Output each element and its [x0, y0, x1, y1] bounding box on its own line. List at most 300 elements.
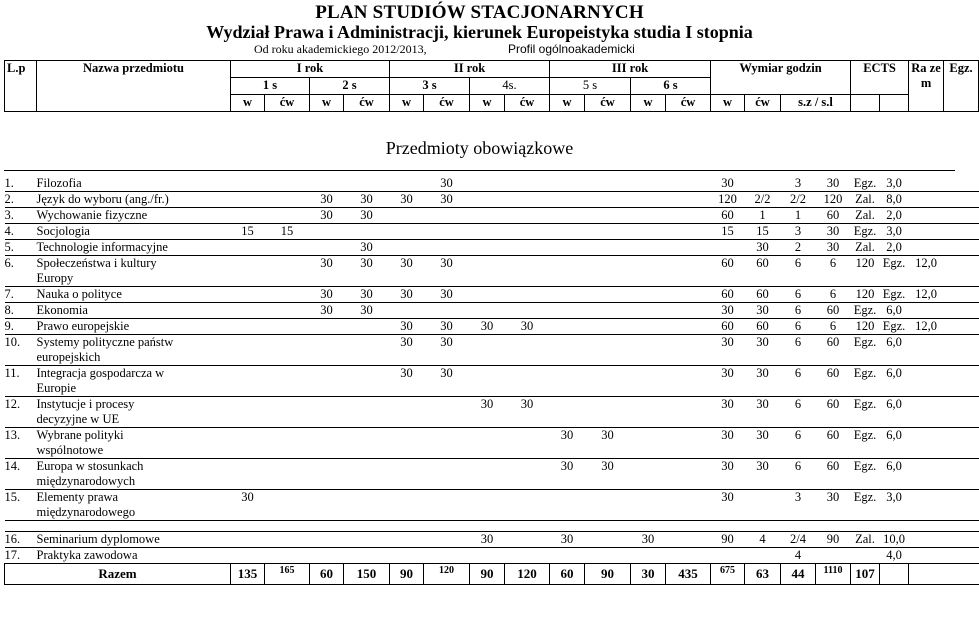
value-cell [550, 192, 585, 208]
value-cell: 30 [520, 319, 534, 333]
value-cell [745, 548, 781, 564]
value-cell [310, 459, 344, 490]
value-cell: Egz. [853, 459, 877, 473]
value-cell: Zal. [855, 192, 875, 206]
table-row [5, 459, 979, 490]
value-cell [550, 548, 585, 564]
value-cell: 60 [756, 256, 769, 270]
value-cell [505, 428, 550, 459]
total-value: 435 [666, 564, 711, 585]
table-row [5, 240, 979, 256]
value-cell [909, 176, 944, 192]
value-cell: 30 [320, 287, 333, 301]
row-number: 14. [4, 459, 21, 473]
value-cell: Egz. [853, 335, 877, 349]
value-cell [470, 459, 505, 490]
value-cell [666, 366, 711, 397]
value-cell [470, 303, 505, 319]
subject-name [37, 240, 231, 256]
value-cell [231, 319, 265, 335]
value-cell [505, 335, 550, 366]
value-cell [390, 397, 424, 428]
wcw-cell: ćw [745, 95, 781, 112]
value-cell [424, 224, 470, 240]
value-cell: 15 [241, 224, 254, 238]
value-cell: 6,0 [886, 397, 902, 411]
value-cell [666, 192, 711, 208]
value-cell [944, 459, 979, 490]
value-cell [944, 548, 979, 564]
wcw-cell: w [310, 95, 344, 112]
value-cell [631, 319, 666, 335]
value-cell [265, 397, 310, 428]
value-cell [909, 335, 944, 366]
value-cell [631, 397, 666, 428]
value-cell: Egz. [853, 397, 877, 411]
value-cell [390, 224, 424, 240]
value-cell: 30 [360, 287, 373, 301]
value-cell [585, 335, 631, 366]
row-number: 5. [4, 240, 14, 254]
wcw-cell: ćw [505, 95, 550, 112]
value-cell [505, 490, 550, 521]
value-cell [265, 490, 310, 521]
value-cell [666, 548, 711, 564]
value-cell [631, 366, 666, 397]
subject-name-line: Instytucje i procesy [36, 397, 135, 411]
value-cell: 6 [829, 256, 837, 270]
value-cell: 6 [794, 459, 802, 473]
table-row [5, 490, 979, 521]
value-cell: 60 [826, 459, 840, 473]
value-cell: 30 [320, 208, 333, 222]
value-cell [470, 224, 505, 240]
subject-name [37, 224, 231, 240]
row-number: 17. [4, 548, 21, 562]
subject-name [37, 490, 231, 521]
value-cell [390, 208, 424, 224]
value-cell [631, 256, 666, 287]
subjects-table [4, 176, 979, 585]
value-cell: Egz. [853, 490, 877, 504]
value-cell [265, 548, 310, 564]
page-subtitle: Wydział Prawa i Administracji, kierunek Europeistyka studia I stopnia [206, 22, 753, 42]
value-cell [550, 240, 585, 256]
value-cell [310, 366, 344, 397]
value-cell [344, 319, 390, 335]
value-cell [505, 192, 550, 208]
value-cell: 60 [721, 319, 734, 333]
value-cell: 30 [721, 366, 734, 380]
subject-name-line: Prawo europejskie [36, 319, 130, 333]
subject-name-line: decyzyjne w UE [36, 412, 120, 426]
subject-name [37, 366, 231, 397]
value-cell: 30 [601, 428, 614, 442]
row-number: 2. [4, 192, 14, 206]
value-cell [585, 303, 631, 319]
subject-name-line: Europie [36, 381, 77, 395]
value-cell [470, 176, 505, 192]
value-cell [390, 490, 424, 521]
sem-2: 2 s [310, 78, 390, 95]
subject-name [37, 303, 231, 319]
value-cell [550, 176, 585, 192]
value-cell: 6 [829, 287, 837, 301]
value-cell [310, 397, 344, 428]
row-number: 10. [4, 335, 21, 349]
value-cell: 60 [756, 319, 769, 333]
value-cell: Zal. [855, 240, 875, 254]
value-cell: 30 [756, 303, 769, 317]
sem-6: 6 s [631, 78, 711, 95]
value-cell [944, 287, 979, 303]
col-year3: III rok [550, 61, 711, 78]
value-cell: Egz. [882, 256, 906, 270]
value-cell [344, 459, 390, 490]
value-cell: 30 [756, 428, 769, 442]
total-filler [880, 564, 909, 585]
subject-name [37, 208, 231, 224]
value-cell: 60 [826, 366, 840, 380]
value-cell: 6 [794, 287, 802, 301]
value-cell: 30 [360, 256, 373, 270]
value-cell [470, 366, 505, 397]
value-cell [909, 428, 944, 459]
value-cell [424, 428, 470, 459]
value-cell: 6 [794, 428, 802, 442]
total-value: 44 [781, 564, 816, 585]
value-cell [909, 490, 944, 521]
table-row [5, 303, 979, 319]
value-cell [631, 428, 666, 459]
value-cell: 30 [360, 208, 373, 222]
value-cell [550, 397, 585, 428]
page-title: PLAN STUDIÓW STACJONARNYCH [315, 2, 644, 23]
total-value: 120 [424, 564, 470, 585]
wcw-cell: ćw [666, 95, 711, 112]
value-cell [505, 256, 550, 287]
value-cell [666, 240, 711, 256]
value-cell [231, 335, 265, 366]
value-cell [231, 176, 265, 192]
plan-header-table [4, 60, 979, 112]
value-cell [344, 490, 390, 521]
academic-year-note: Od roku akademickiego 2012/2013, [254, 42, 427, 56]
row-number: 6. [4, 256, 14, 270]
value-cell [585, 490, 631, 521]
value-cell [390, 303, 424, 319]
value-cell [231, 256, 265, 287]
value-cell [909, 192, 944, 208]
value-cell [909, 366, 944, 397]
value-cell [909, 303, 944, 319]
value-cell [666, 397, 711, 428]
value-cell: 30 [560, 459, 574, 473]
table-row [5, 548, 979, 564]
value-cell [344, 224, 390, 240]
value-cell [550, 303, 585, 319]
row-number: 1. [4, 176, 14, 190]
value-cell [711, 548, 745, 564]
subject-name-line: międzynarodowych [36, 474, 136, 488]
wcw-cell: w [470, 95, 505, 112]
total-value: 1110 [816, 564, 851, 585]
value-cell: 30 [756, 335, 769, 349]
value-cell [470, 428, 505, 459]
total-value: 90 [585, 564, 631, 585]
value-cell: Zal. [855, 208, 875, 222]
value-cell [631, 335, 666, 366]
value-cell [505, 224, 550, 240]
value-cell [585, 366, 631, 397]
value-cell: 30 [641, 532, 655, 546]
subject-name-line: wspólnotowe [36, 443, 104, 457]
value-cell: 30 [360, 192, 373, 206]
value-cell: 30 [440, 335, 453, 349]
row-number: 15. [4, 490, 21, 504]
value-cell [585, 256, 631, 287]
col-hours: Wymiar godzin [711, 61, 851, 95]
col-name: Nazwa przedmiotu [37, 61, 231, 112]
value-cell: 30 [756, 240, 769, 254]
value-cell [944, 397, 979, 428]
value-cell: 30 [440, 192, 453, 206]
value-cell: 30 [826, 176, 840, 190]
value-cell [424, 490, 470, 521]
value-cell [666, 256, 711, 287]
value-cell [631, 490, 666, 521]
subject-name [37, 256, 231, 287]
value-cell: 2,0 [886, 208, 902, 222]
value-cell: 1 [794, 208, 802, 222]
value-cell [505, 459, 550, 490]
value-cell [944, 303, 979, 319]
value-cell: 30 [826, 240, 840, 254]
value-cell [231, 287, 265, 303]
section-divider [4, 170, 955, 171]
value-cell: 3 [794, 224, 802, 238]
value-cell [631, 224, 666, 240]
value-cell: 6 [794, 366, 802, 380]
value-cell [470, 240, 505, 256]
wcw-cell: w [711, 95, 745, 112]
value-cell: 6,0 [886, 428, 902, 442]
value-cell [470, 335, 505, 366]
wcw-cell: ćw [585, 95, 631, 112]
value-cell [550, 287, 585, 303]
subject-name [37, 335, 231, 366]
value-cell [265, 532, 310, 548]
profile-note: Profil ogólnoakademicki [508, 42, 635, 56]
value-cell: 60 [826, 335, 840, 349]
value-cell [390, 548, 424, 564]
value-cell [424, 397, 470, 428]
value-cell [944, 428, 979, 459]
subject-name-line: Integracja gospodarcza w [36, 366, 165, 380]
value-cell: 12,0 [915, 287, 937, 301]
value-cell: 30 [560, 428, 574, 442]
value-cell [909, 397, 944, 428]
value-cell [310, 548, 344, 564]
value-cell: Zal. [855, 532, 875, 546]
value-cell [909, 240, 944, 256]
value-cell: 30 [320, 192, 333, 206]
value-cell [344, 176, 390, 192]
value-cell [666, 224, 711, 240]
section-title: Przedmioty obowiązkowe [385, 138, 574, 158]
value-cell [505, 366, 550, 397]
value-cell [550, 224, 585, 240]
value-cell [505, 208, 550, 224]
value-cell [310, 490, 344, 521]
value-cell: 90 [721, 532, 734, 546]
value-cell [585, 548, 631, 564]
value-cell [231, 366, 265, 397]
value-cell [424, 240, 470, 256]
value-cell [550, 335, 585, 366]
value-cell: 3,0 [886, 490, 902, 504]
wcw-cell: w [231, 95, 265, 112]
value-cell [585, 192, 631, 208]
subject-name [37, 287, 231, 303]
value-cell [424, 532, 470, 548]
total-value: 150 [344, 564, 390, 585]
value-cell: 30 [400, 287, 413, 301]
value-cell: 30 [241, 490, 254, 504]
value-cell [585, 287, 631, 303]
value-cell: 30 [560, 532, 574, 546]
value-cell: 4,0 [886, 548, 902, 562]
value-cell [390, 428, 424, 459]
value-cell: 30 [400, 335, 413, 349]
value-cell [550, 490, 585, 521]
value-cell [265, 319, 310, 335]
value-cell [909, 459, 944, 490]
value-cell [711, 240, 745, 256]
value-cell: 3,0 [886, 176, 902, 190]
row-number: 11. [4, 366, 20, 380]
value-cell [666, 303, 711, 319]
value-cell: 2 [794, 240, 802, 254]
subject-name [37, 548, 231, 564]
value-cell [265, 303, 310, 319]
value-cell [550, 319, 585, 335]
value-cell [666, 335, 711, 366]
subject-name-line: Europy [36, 271, 74, 285]
value-cell [424, 459, 470, 490]
value-cell: 30 [440, 287, 453, 301]
subject-name-line: Socjologia [36, 224, 90, 238]
subject-name-line: Społeczeństwa i kultury [36, 256, 157, 270]
value-cell [745, 490, 781, 521]
table-row [5, 319, 979, 335]
value-cell [310, 224, 344, 240]
wcw-cell: ćw [344, 95, 390, 112]
value-cell: 60 [826, 303, 840, 317]
subject-name-line: Seminarium dyplomowe [36, 532, 160, 546]
value-cell [550, 366, 585, 397]
value-cell: 8,0 [886, 192, 902, 206]
value-cell: 30 [440, 319, 453, 333]
value-cell [310, 532, 344, 548]
value-cell: 60 [826, 397, 840, 411]
total-label: Razem [5, 564, 231, 585]
value-cell [944, 532, 979, 548]
table-row [5, 532, 979, 548]
value-cell [550, 256, 585, 287]
col-year1: I rok [231, 61, 390, 78]
subject-name-line: Europa w stosunkach [36, 459, 144, 473]
value-cell [631, 303, 666, 319]
value-cell [909, 224, 944, 240]
value-cell [344, 397, 390, 428]
value-cell: 120 [855, 287, 875, 301]
value-cell [265, 428, 310, 459]
value-cell [310, 176, 344, 192]
subject-name [37, 192, 231, 208]
value-cell: 4 [794, 548, 802, 562]
table-row [5, 366, 979, 397]
value-cell [909, 532, 944, 548]
value-cell [265, 459, 310, 490]
value-cell: 3 [794, 490, 802, 504]
value-cell: 30 [721, 176, 734, 190]
value-cell [470, 490, 505, 521]
value-cell [470, 192, 505, 208]
value-cell: Egz. [853, 176, 877, 190]
value-cell: 12,0 [915, 319, 937, 333]
subject-name [37, 532, 231, 548]
row-number: 4. [4, 224, 14, 238]
value-cell: 30 [400, 256, 413, 270]
value-cell [265, 256, 310, 287]
value-cell [631, 240, 666, 256]
value-cell: 6,0 [886, 303, 902, 317]
value-cell [944, 366, 979, 397]
value-cell: 2/2 [754, 192, 771, 206]
value-cell: 120 [855, 256, 875, 270]
value-cell [944, 335, 979, 366]
value-cell [666, 208, 711, 224]
row-number: 9. [4, 319, 14, 333]
value-cell: Egz. [853, 303, 877, 317]
value-cell [231, 240, 265, 256]
value-cell: 60 [756, 287, 769, 301]
value-cell: 30 [721, 459, 734, 473]
total-value: 165 [265, 564, 310, 585]
value-cell: 30 [826, 224, 840, 238]
value-cell [231, 208, 265, 224]
value-cell: 30 [440, 176, 453, 190]
value-cell [231, 548, 265, 564]
value-cell [505, 532, 550, 548]
value-cell: 6 [794, 319, 802, 333]
spacer-row [5, 521, 979, 532]
col-lp: L.p [5, 61, 37, 112]
value-cell [550, 208, 585, 224]
value-cell [231, 459, 265, 490]
total-value: 60 [550, 564, 585, 585]
total-value: 107 [851, 564, 880, 585]
value-cell: 6,0 [886, 459, 902, 473]
value-cell [666, 490, 711, 521]
value-cell [666, 532, 711, 548]
value-cell [909, 548, 944, 564]
value-cell: 120 [718, 192, 737, 206]
row-number: 7. [4, 287, 14, 301]
value-cell [470, 208, 505, 224]
value-cell: 30 [756, 397, 769, 411]
